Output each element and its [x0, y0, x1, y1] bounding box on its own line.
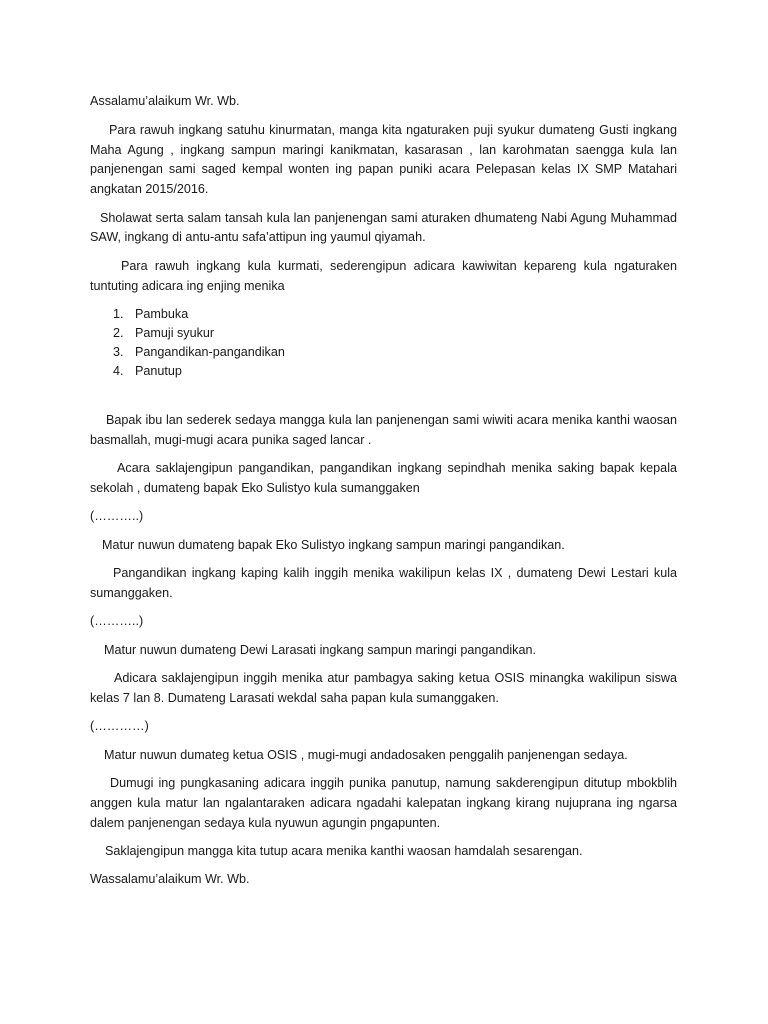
list-item-number: 4.	[113, 363, 124, 378]
paragraph-thanks-osis: Matur nuwun dumateg ketua OSIS , mugi-mugi andadosaken penggalih panjenengan sedaya.	[104, 747, 628, 762]
agenda-list	[90, 305, 677, 381]
list-item-number: 2.	[113, 325, 124, 340]
paragraph-sholawat: Sholawat serta salam tansah kula lan panjenengan sami aturaken dhumateng Nabi Agung Muhammad SAW, ingkang di antu-antu safa’attipun ing yaumul qiyamah.	[90, 210, 677, 245]
placeholder-ellipsis: (………..)	[90, 614, 144, 629]
paragraph-osis-welcome: Adicara saklajengipun inggih menika atur pambagya saking ketua OSIS minangka wakilipun siswa kelas 7 lan 8. Dumateng Larasati wekdal saha papan kula sumanggaken.	[90, 671, 677, 705]
list-item-number: 3.	[113, 344, 124, 359]
list-item-label: Pangandikan-pangandikan	[135, 344, 285, 359]
list-item	[90, 305, 677, 324]
list-item-label: Pambuka	[135, 306, 189, 321]
document-body	[90, 92, 677, 899]
paragraph-thanks-headmaster: Matur nuwun dumateng bapak Eko Sulistyo ingkang sampun maringi pangandikan.	[102, 537, 565, 552]
list-item	[90, 324, 677, 343]
paragraph-agenda-intro: Para rawuh ingkang kula kurmati, sederengipun adicara kawiwitan kepareng kula ngaturaken tuntuting adicara ing enjing menika	[90, 258, 677, 293]
placeholder-ellipsis: (…………)	[90, 719, 149, 734]
list-item-number: 1.	[113, 306, 124, 321]
paragraph-headmaster-speech: Acara saklajengipun pangandikan, pangandikan ingkang sepindhah menika saking bapak kepala sekolah , dumateng bapak Eko Sulistyo kula sumanggaken	[90, 461, 677, 495]
paragraph-thanks-representative: Matur nuwun dumateng Dewi Larasati ingkang sampun maringi pangandikan.	[104, 642, 536, 657]
opening-greeting: Assalamu’alaikum Wr. Wb.	[90, 94, 240, 108]
paragraph-gratitude: Para rawuh ingkang satuhu kinurmatan, manga kita ngaturaken puji syukur dumateng Gusti ingkang Maha Agung , ingkang sampun maringi kanikmatan, kasarasan , lan karohmatan saengga kula lan panjenengan sami saged kempal wonten ing papan puniki acara Pelepasan kelas IX SMP Matahari angkatan 2015/2016.	[90, 122, 677, 197]
list-item-label: Pamuji syukur	[135, 325, 215, 340]
paragraph-closing-apology: Dumugi ing pungkasaning adicara inggih punika panutup, namung sakderengipun ditutup mbokblih anggen kula matur lan ngalantaraken adicara ngadahi kalepatan ingkang kirang nujuprana ing ngarsa dalem panjenengan sedaya kula nyuwun agungin pngapunten.	[90, 776, 677, 830]
closing-greeting: Wassalamu’alaikum Wr. Wb.	[90, 872, 250, 887]
list-item-label: Panutup	[135, 363, 182, 378]
list-item	[90, 343, 677, 362]
list-item	[90, 362, 677, 381]
placeholder-ellipsis: (………..)	[90, 509, 144, 524]
paragraph-class-representative: Pangandikan ingkang kaping kalih inggih menika wakilipun kelas IX , dumateng Dewi Lestari kula sumanggaken.	[90, 566, 677, 600]
paragraph-hamdalah: Saklajengipun mangga kita tutup acara menika kanthi waosan hamdalah sesarengan.	[105, 844, 583, 859]
paragraph-basmallah: Bapak ibu lan sederek sedaya mangga kula lan panjenengan sami wiwiti acara menika kanthi waosan basmallah, mugi-mugi acara punika saged lancar .	[90, 412, 677, 447]
